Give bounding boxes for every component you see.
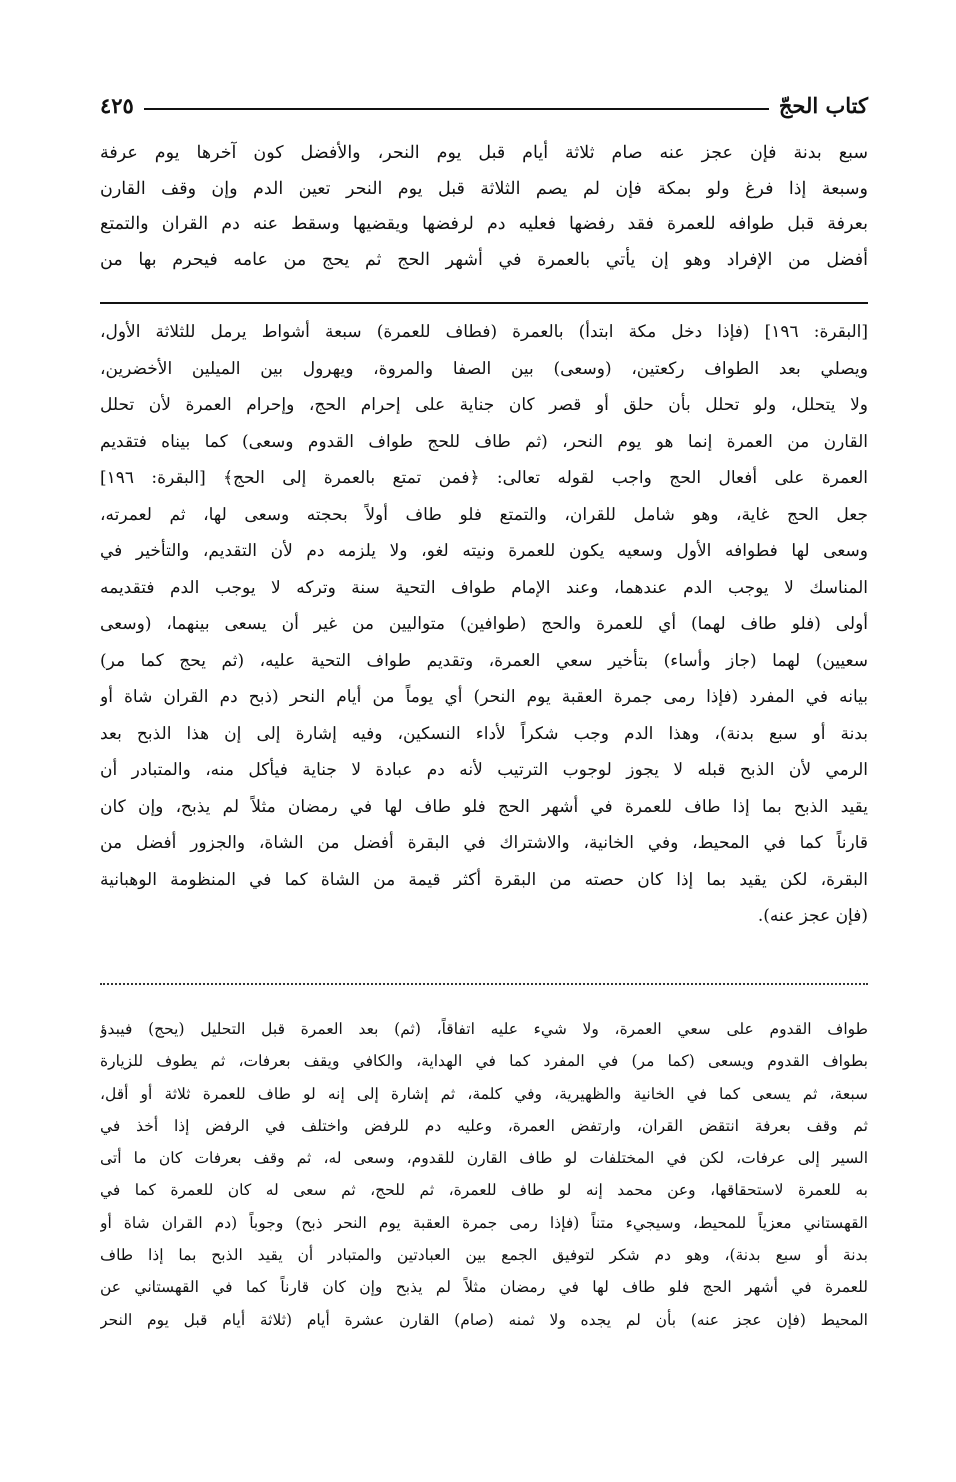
text-line: أفضل من الإفراد وهو إن يأتي بالعمرة في أشهر الحج ثم يحج من عامه فيحرم بها من [100,249,868,270]
text-line: ويصلي بعد الطواف ركعتين، (وسعى) بين الصفا والمروة، ويهرول بين الميلين الأخضرين، [100,358,868,379]
header-rule [144,108,769,110]
text-line: جعل الحج غاية، وهو شامل للقران، والتمتع فلو طاف أولاً بحجته وسعى لها، ثم لعمرته، [100,504,868,525]
text-line: السير إلى عرفات، لكن في المختلفات لو طاف القارن للقدوم، وسعى له، ثم وقف بعرفات كان ما أتى [100,1149,868,1168]
text-line: البقرة، لكن يقيد بما إذا كان حصته من البقرة أكثر قيمة من الشاة كما في المنظومة الوهبانية [100,869,868,890]
text-line: العمرة على أفعال الحج واجب لقوله تعالى: ﴿فمن تمتع بالعمرة إلى الحج﴾ [البقرة: ١٩٦] [100,468,868,488]
text-line: بدنة أو سبع بدنة)، وهذا الدم وجب شكراً لأداء النسكين، وفيه إشارة إلى إن هذا الذبح بعد [100,723,868,744]
text-line: وسبعة إذا فرغ ولو بمكة فإن لم يصم الثلاثة قبل يوم النحر تعين الدم وإن وقف القارن [100,178,868,199]
text-line: بدنة أو سبع بدنة)، وهو دم شكر لتوفيق الجمع بين العبادتين والمتبادر أن يقيد الذبح بما إذا طاف [100,1246,868,1265]
text-line: قارناً كما في المحيط، وفي الخانية، والاشتراك في البقرة أفضل من الشاة، والجزور أفضل من [100,833,868,853]
text-line: ولا يتحلل، ولو تحلل بأن حلق أو قصر كان جناية على إحرام الحج، وإحرام العمرة لأن تحلل [100,395,868,415]
text-line: سبع بدنة فإن عجز عنه صام ثلاثة أيام قبل يوم النحر، والأفضل كون آخرها يوم عرفة [100,143,868,163]
chapter-title: كتاب الحجّ [778,93,868,118]
commentary-text [100,314,868,935]
text-line: ثم وقف بعرفة انتقض القران، وارتفض العمرة، وعليه دم للرفض واختلف في الرفض إذا أخذ في [100,1116,868,1135]
text-line: بطواف القدوم ويسعى (كما مر) في المفرد كما في الهداية، والكافي ويقف بعرفات، ثم يطوف للزيارة [100,1052,868,1071]
text-line: سبعة، ثم يسعى كما في الخانية والظهيرية، وفي كلمة، ثم إشارة إلى إنه لو طاف للعمرة ثلاثة أو أقل، [100,1084,868,1103]
text-line: القارن من العمرة إنما هو يوم النحر، (ثم طاف للحج طواف القدوم وسعى) كما بيناه فتقديم [100,431,868,452]
text-line: الرمي لأن الذبح قبله لا يجوز لوجوب الترتيب لأنه دم عبادة لا جناية فيأكل منه، والمتبادر أن [100,760,868,780]
text-line: المحيط (فإن عجز عنه) بأن لم يجده ولا ثمنه (صام) القارن عشرة أيام (ثلاثة أيام قبل يوم النحر [100,1310,868,1329]
text-line: وسعى لها فطوافه الأول وسعيه يكون للعمرة ونيته لغو، ولا يلزمه دم لأن التقديم، والتأخير في [100,541,868,561]
main-text [100,136,868,278]
text-line: سعيين) لهما (جاز وأساء) بتأخير سعي العمرة، وتقديم طواف التحية عليه، (ثم يحج كما مر) [100,650,868,671]
text-line: (فإن عجز عنه). [757,906,868,926]
text-line: بيانه في المفرد (فإذا رمى جمرة العقبة يوم النحر) أي يوماً من أيام النحر (ذبح دم القران شاة أو [100,687,868,707]
section-divider [100,302,868,304]
text-line: به للعمرة لاستحقاقها، وعن محمد إنه لو طاف للعمرة، ثم للحج، ثم سعى له كان للعمرة كما في [100,1181,868,1200]
footnote-text [100,1013,868,1336]
dotted-divider [100,983,868,999]
text-line: أولى (فلو طاف لهما) أي للعمرة والحج (طوافين) متواليين من غير أن يسعى بينهما، (وسعى [100,614,868,634]
text-line: للعمرة في أشهر الحج فلو طاف لها في رمضان مثلاً لم يذبح وإن كان قارناً كما في القهستاني عن [100,1278,868,1297]
page-number: ٤٢٥ [100,93,134,118]
text-line: بعرفة قبل طوافه للعمرة فقد رفضها فعليه دم لرفضها ويقضيها وسقط عنه دم القران والتمتع [100,214,868,234]
text-line: يقيد الذبح بما إذا طاف للعمرة في أشهر الحج فلو طاف لها في رمضان مثلاً لم يذبح، وإن كان [100,796,868,817]
text-line: القهستاني معزياً للمحيط، وسيجيء متناً (فإذا رمى جمرة العقبة يوم النحر ذبح) وجوباً (دم القران شاة أو [100,1213,868,1232]
text-line: المناسك لا يوجب الدم عندهما، وعند الإمام طواف التحية سنة وتركه لا يوجب الدم فتقديمه [100,577,868,598]
text-line: [البقرة: ١٩٦] (فإذا دخل مكة ابتدأ) بالعمرة (فطاف للعمرة) سبعة أشواط يرمل للثلاثة الأول، [100,322,868,342]
running-header [100,82,868,118]
text-line: طواف القدوم على سعي العمرة، ولا شيء عليه اتفاقاً، (ثم) بعد العمرة قبل التحليل (يحج) فيبدؤ [100,1020,868,1038]
